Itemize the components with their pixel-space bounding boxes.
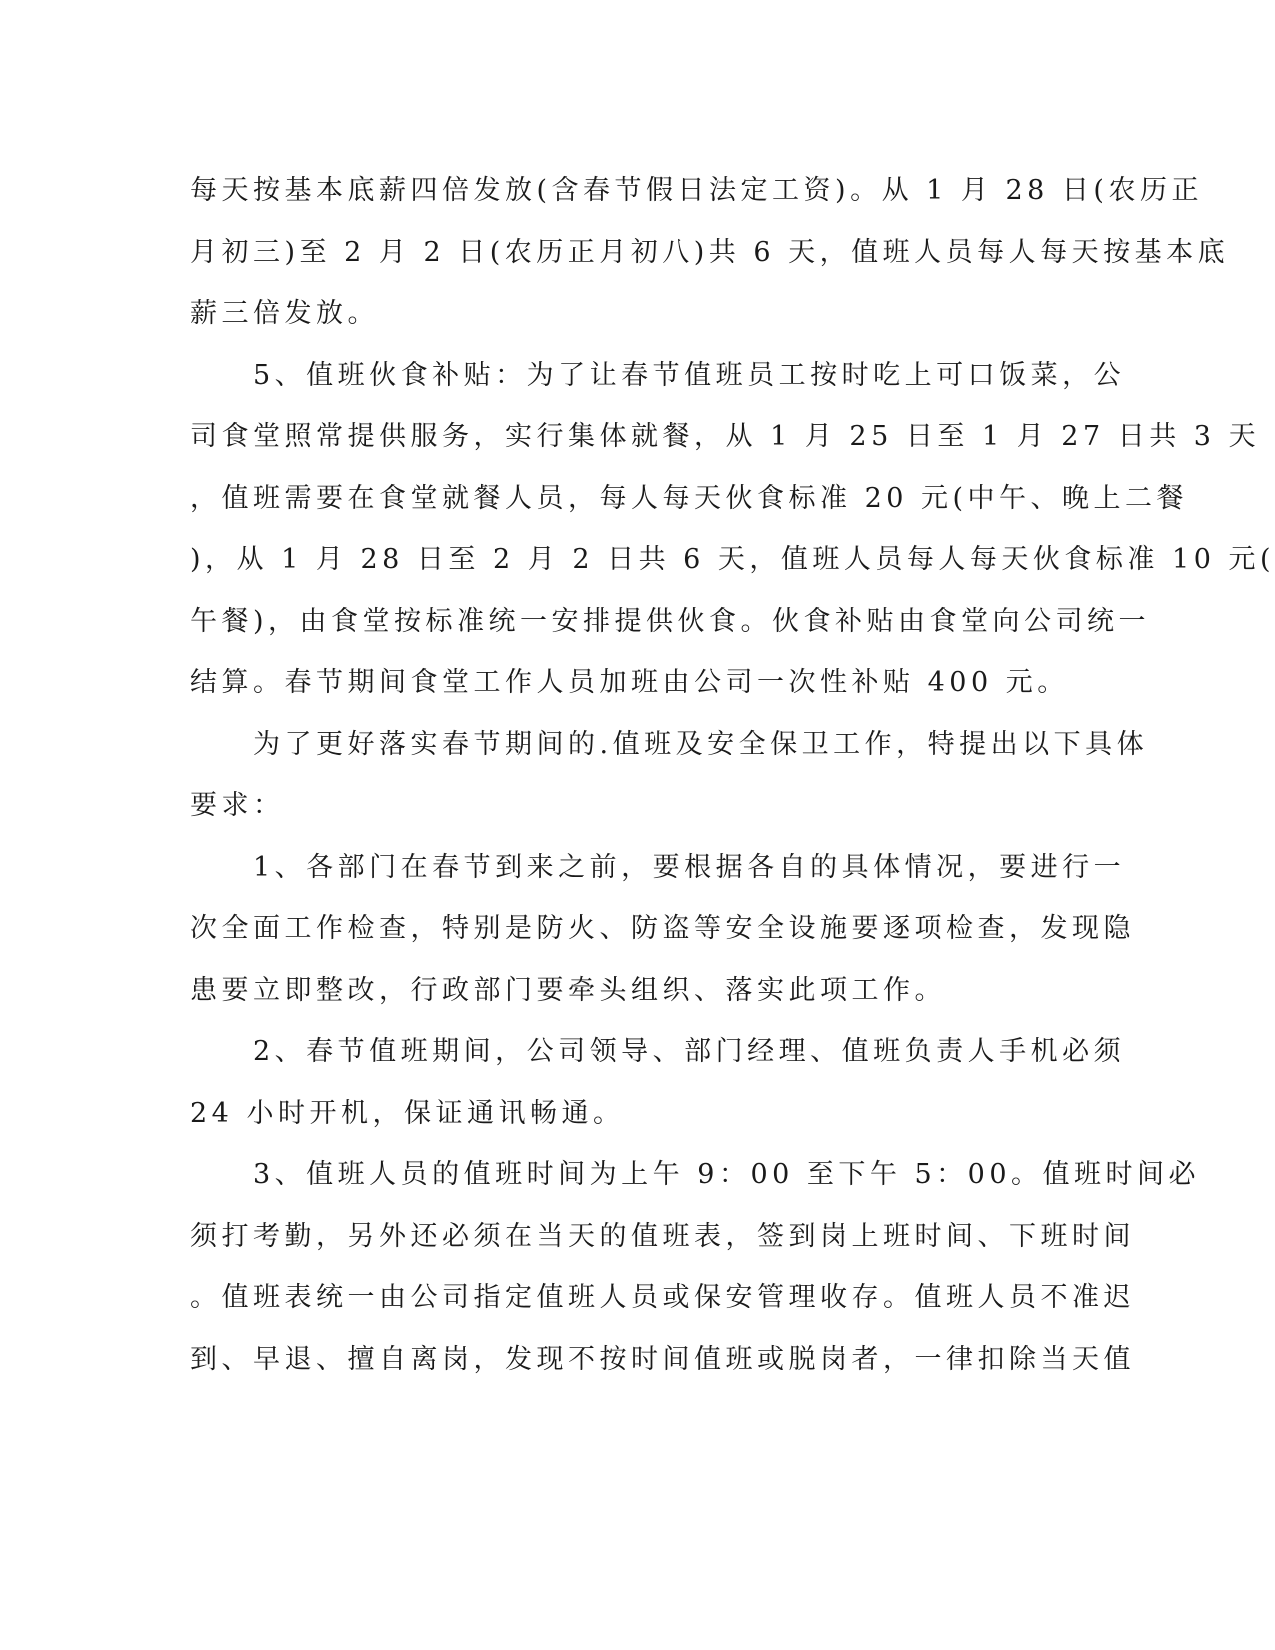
text-line: 司食堂照常提供服务，实行集体就餐，从 1 月 25 日至 1 月 27 日共 3 天 bbox=[190, 421, 1261, 452]
text-line: )，从 1 月 28 日至 2 月 2 日共 6 天，值班人员每人每天伙食标准 10 元( bbox=[190, 544, 1275, 575]
text-line: 要求： bbox=[190, 790, 285, 821]
text-line: 1、各部门在春节到来之前，要根据各自的具体情况，要进行一 bbox=[190, 851, 1126, 883]
text-line: 每天按基本底薪四倍发放(含春节假日法定工资)。从 1 月 28 日(农历正 bbox=[190, 175, 1203, 206]
text-line: 薪三倍发放。 bbox=[190, 298, 379, 329]
text-line: 24 小时开机，保证通讯畅通。 bbox=[190, 1097, 625, 1129]
text-line: 午餐)，由食堂按标准统一安排提供伙食。伙食补贴由食堂向公司统一 bbox=[190, 605, 1151, 637]
text-line: 为了更好落实春节期间的.值班及安全保卫工作，特提出以下具体 bbox=[190, 728, 1149, 760]
text-line: 2、春节值班期间，公司领导、部门经理、值班负责人手机必须 bbox=[190, 1036, 1126, 1067]
text-line: 到、早退、擅自离岗，发现不按时间值班或脱岗者，一律扣除当天值 bbox=[190, 1343, 1135, 1375]
text-line: 月初三)至 2 月 2 日(农历正月初八)共 6 天，值班人员每人每天按基本底 bbox=[190, 236, 1230, 268]
text-line: 。值班表统一由公司指定值班人员或保安管理收存。值班人员不准迟 bbox=[190, 1282, 1135, 1313]
text-line: 次全面工作检查，特别是防火、防盗等安全设施要逐项检查，发现隐 bbox=[190, 913, 1135, 944]
text-line: 5、值班伙食补贴：为了让春节值班员工按时吃上可口饭菜，公 bbox=[190, 359, 1126, 391]
text-line: ，值班需要在食堂就餐人员，每人每天伙食标准 20 元(中午、晚上二餐 bbox=[190, 482, 1189, 514]
document-body bbox=[190, 160, 1275, 1390]
text-line: 结算。春节期间食堂工作人员加班由公司一次性补贴 400 元。 bbox=[190, 667, 1069, 698]
text-line: 患要立即整改，行政部门要牵头组织、落实此项工作。 bbox=[190, 974, 946, 1006]
text-line: 3、值班人员的值班时间为上午 9：00 至下午 5：00。值班时间必 bbox=[190, 1159, 1200, 1190]
text-line: 须打考勤，另外还必须在当天的值班表，签到岗上班时间、下班时间 bbox=[190, 1220, 1135, 1252]
